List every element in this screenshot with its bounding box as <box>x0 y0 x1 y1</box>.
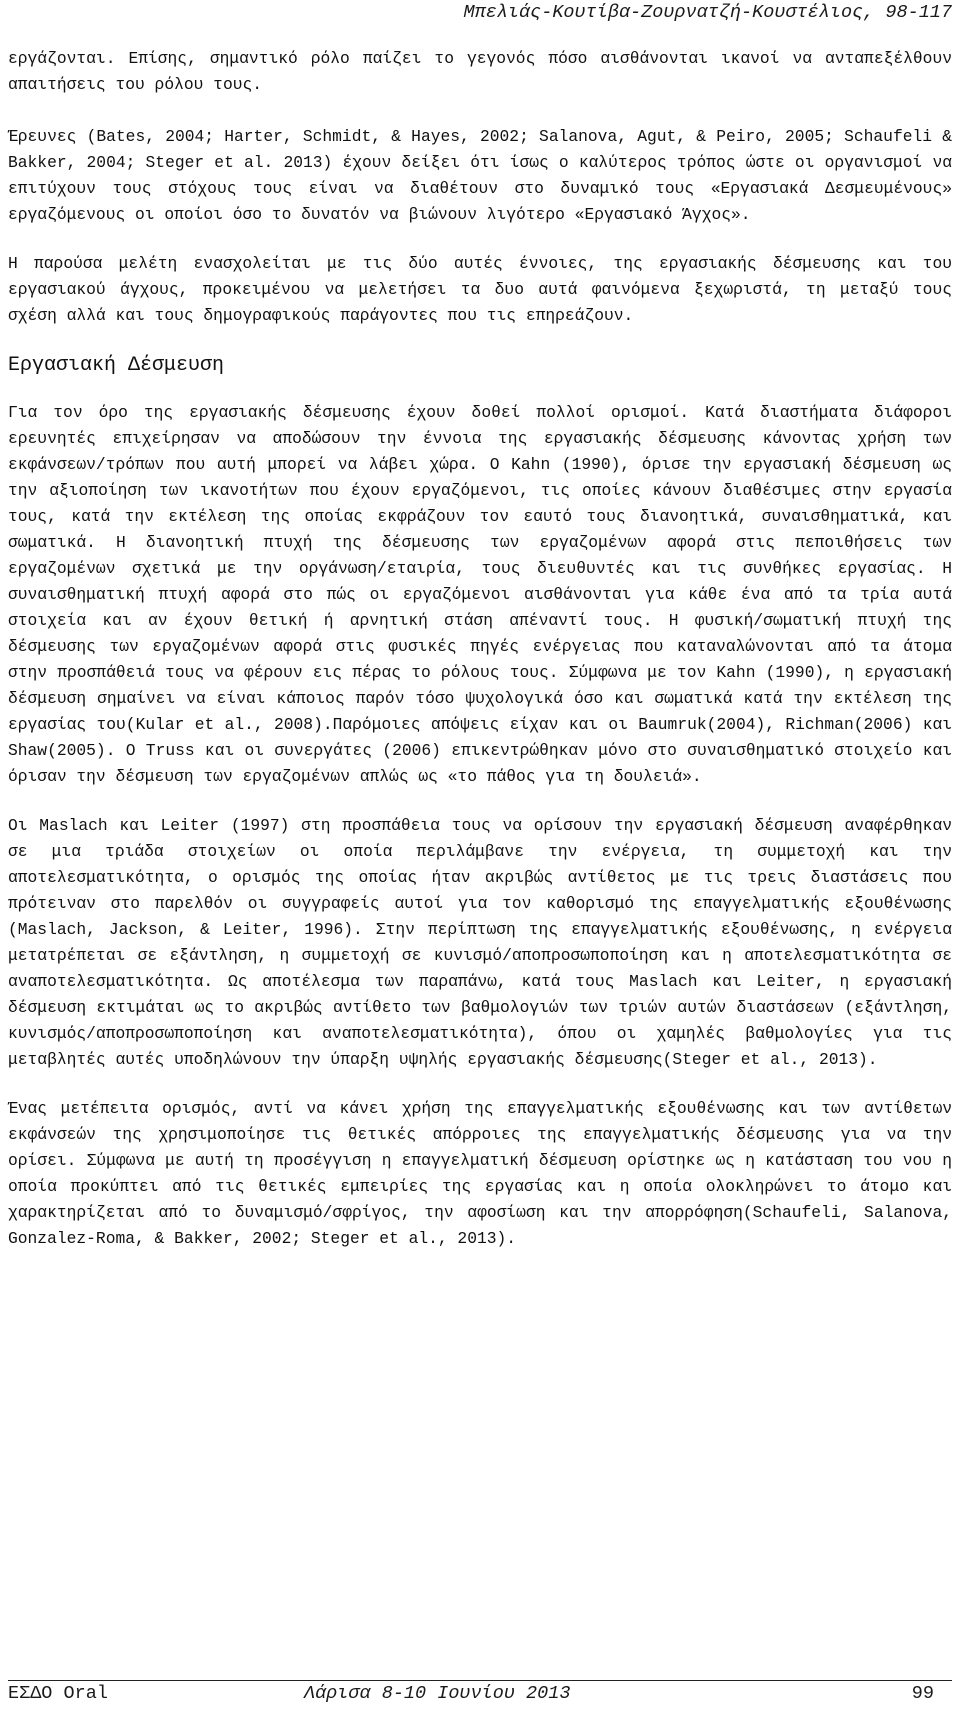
article-body <box>8 46 952 1275</box>
paragraph-study-aim: Η παρούσα μελέτη ενασχολείται με τις δύο αυτές έννοιες, της εργασιακής δέσμευσης και του εργασιακού άγχους, προκειμένου να μελετήσει τα δυο αυτά φαινόμενα ξεχωριστά, τη μεταξύ τους σχέση αλλά και τους δημογραφικούς παράγοντες που τις επηρεάζουν. <box>8 254 952 325</box>
footer-location-date: Λάρισα 8-10 Ιουνίου 2013 <box>304 1683 571 1704</box>
page-number: 99 <box>911 1683 934 1704</box>
paragraph-intro-continuation: εργάζονται. Επίσης, σημαντικό ρόλο παίζει το γεγονός πόσο αισθάνονται ικανοί να ανταπεξέλθουν απαιτήσεις του ρόλου τους. <box>8 49 952 94</box>
running-header: Μπελιάς-Κουτίβα-Ζουρνατζή-Κουστέλιος, 98-117 <box>463 2 952 23</box>
footer-divider <box>8 1680 952 1681</box>
paragraph-kahn-definition: Για τον όρο της εργασιακής δέσμευσης έχουν δοθεί πολλοί ορισμοί. Κατά διαστήματα διάφοροι ερευνητές επιχείρησαν να αποδώσουν την έννοια της εργασιακής δέσμευσης κάνοντας χρήση των εκφάνσεων/τρόπων που αυτή μπορεί να λάβει χώρα. Ο Kahn (1990), όρισε την εργασιακή δέσμευση ως την αξιοποίηση των ικανοτήτων που έχουν εργαζόμενοι, τις οποίες κάνουν διαθέσιμες στην εργασία τους, κατά την εκτέλεση της οποίας εκφράζουν τον εαυτό τους διανοητικά, συναισθηματικά, και σωματικά. Η διανοητική πτυχή της δέσμευσης των εργαζομένων αφορά στις πεποιθήσεις των εργαζομένων σχετικά με την οργάνωση/εταιρία, τους διευθυντές και τις συνθήκες εργασίας. Η συναισθηματική πτυχή αφορά στο πώς οι εργαζόμενοι αισθάνονται για κάθε ένα από τα τρία αυτά στοιχεία και αν έχουν θετική ή αρνητική στάση απέναντί τους. Η φυσική/σωματική πτυχή της δέσμευσης των εργαζομένων αφορά στις φυσικές πηγές ενέργειας που καταναλώνονται από τα άτομα στην προσπάθειά τους να φέρουν εις πέρας το ρόλους τους. Σύμφωνα με τον Kahn (1990), η εργασιακή δέσμευση σημαίνει να είναι κάποιος παρόν τόσο ψυχολογικά όσο και σωματικά κατά την εκτέλεση της εργασίας του(Kular et al., 2008).Παρόμοιες απόψεις είχαν και οι Baumruk(2004), Richman(2006) και Shaw(2005). Ο Truss και οι συνεργάτες (2006) επικεντρώθηκαν μόνο στο συναισθηματικό στοιχείο και όρισαν την δέσμευση των εργαζομένων απλώς ως «το πάθος για τη δουλειά». <box>8 403 952 786</box>
section-heading: Εργασιακή Δέσμευση <box>8 354 225 377</box>
paragraph-research-findings: Έρευνες (Bates, 2004; Harter, Schmidt, & Hayes, 2002; Salanova, Agut, & Peiro, 2005; Schaufeli & Bakker, 2004; Steger et al. 2013) έχουν δείξει ότι ίσως ο καλύτερος τρόπος ώστε οι οργανισμοί να επιτύχουν τους στόχους τους είναι να διαθέτουν στο δυναμικό τους «Εργασιακά Δεσμευμένους» εργαζόμενους οι οποίοι όσο το δυνατόν να βιώνουν λιγότερο «Εργασιακό Άγχος». <box>8 127 952 224</box>
paragraph-maslach-leiter: Οι Maslach και Leiter (1997) στη προσπάθεια τους να ορίσουν την εργασιακή δέσμευση αναφέρθηκαν σε μια τριάδα στοιχείων οι οποία περιλάμβανε την ενέργεια, τη συμμετοχή και την αποτελεσματικότητα, ο ορισμός της οποίας ήταν ακριβώς αντίθετος με τις τρεις διαστάσεις που πρότειναν στο παρελθόν οι συγγραφείς αυτοί για τον καθορισμό της επαγγελματικής εξουθένωσης (Maslach, Jackson, & Leiter, 1996). Στην περίπτωση της επαγγελματικής εξουθένωσης, η ενέργεια μετατρέπεται σε εξάντληση, η συμμετοχή σε κυνισμό/αποπροσωποποίηση και η αποτελεσματικότητα σε αναποτελεσματικότητα. Ως αποτέλεσμα των παραπάνω, κατά τους Maslach και Leiter, η εργασιακή δέσμευση εκτιμάται ως το ακριβώς αντίθετο των βαθμολογιών των τριών αυτών διαστάσεων (εξάντληση, κυνισμός/αποπροσωποποίηση και αναποτελεσματικότητα), όπου οι χαμηλές βαθμολογίες για τις μεταβλητές αυτές υποδηλώνουν την ύπαρξη υψηλής εργασιακής δέσμευσης(Steger et al., 2013). <box>8 816 952 1069</box>
page-footer <box>8 1683 952 1709</box>
paragraph-later-definition: Ένας μετέπειτα ορισμός, αντί να κάνει χρήση της επαγγελματικής εξουθένωσης και των αντίθετων εκφάνσεών της χρησιμοποίησε τις θετικές απόρροιες της επαγγελματικής δέσμευσης για να την ορίσει. Σύμφωνα με αυτή τη προσέγγιση η επαγγελματική δέσμευση ορίστηκε ως η κατάσταση του νου η οποία προκύπτει από τις θετικές εμπειρίες της εργασίας και η οποία ολοκληρώνει το άτομο και χαρακτηρίζεται από το δυναμισμό/σφρίγος, την αφοσίωση και την απορρόφηση(Schaufeli, Salanova, Gonzalez-Roma, & Bakker, 2002; Steger et al., 2013). <box>8 1099 952 1248</box>
footer-conference: ΕΣΔΟ Oral <box>8 1683 108 1704</box>
